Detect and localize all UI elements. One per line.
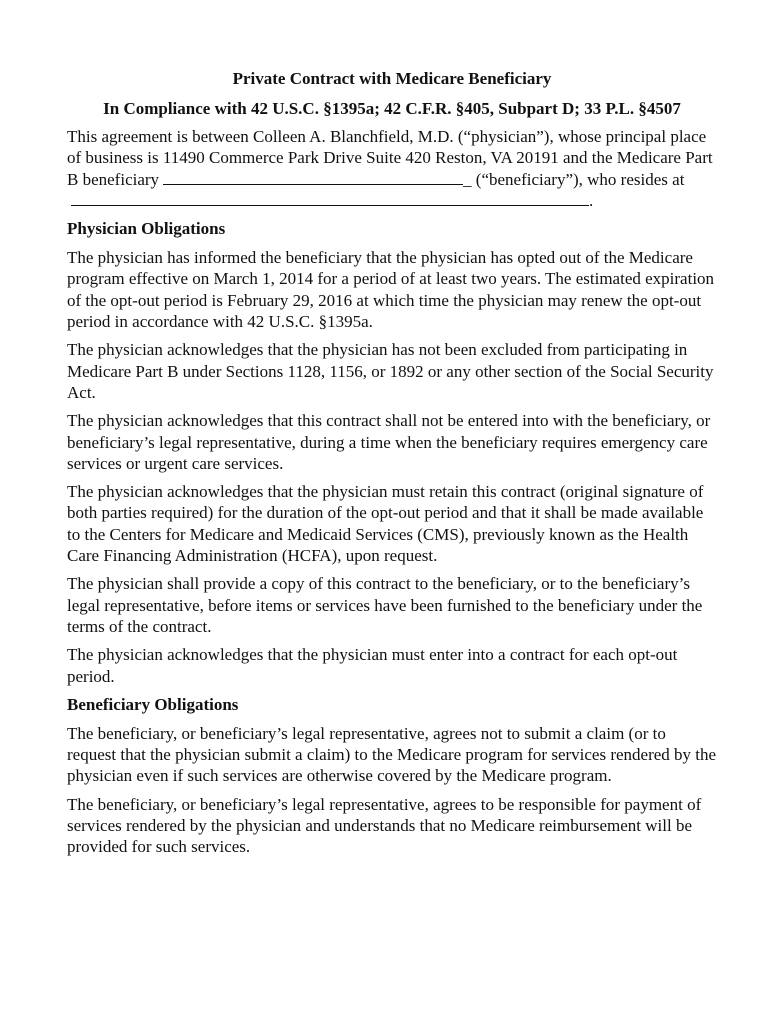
document-body <box>67 68 717 858</box>
intro-paragraph <box>67 126 717 211</box>
physician-paragraph-opt-out: The physician has informed the beneficiary that the physician has opted out of the Medicare program effective on March 1, 2014 for a period of at least two years. The estimated expiration of the opt-out period is February 29, 2016 at which time the physician may renew the opt-out period in accordance with 42 U.S.C. §1395a. <box>67 248 715 332</box>
intro-text-part1: This agreement is between Colleen A. Blanchfield, M.D. (“physician”), whose principal place of business is 11490 Commerce Park Drive Suite 420 Reston, VA 20191 and the Medicare Part B beneficiary <box>67 127 713 189</box>
beneficiary-paragraph-payment: The beneficiary, or beneficiary’s legal representative, agrees to be responsible for payment of services rendered by the physician and understands that no Medicare reimbursement will be provided for such services. <box>67 794 702 857</box>
physician-paragraph-retain-contract: The physician acknowledges that the physician must retain this contract (original signature of both parties required) for the duration of the opt-out period and that it shall be made available to the Centers for Medicare and Medicaid Services (CMS), previously known as the Health Care Financing Administration (HCFA), upon request. <box>67 482 704 566</box>
document-subtitle: In Compliance with 42 U.S.C. §1395a; 42 C.F.R. §405, Subpart D; 33 P.L. §4507 <box>103 99 681 118</box>
beneficiary-name-blank[interactable] <box>163 169 463 185</box>
beneficiary-obligations-heading: Beneficiary Obligations <box>67 694 239 714</box>
document-title: Private Contract with Medicare Beneficiary <box>232 69 552 88</box>
physician-obligations-heading: Physician Obligations <box>67 219 226 239</box>
beneficiary-paragraph-no-claim: The beneficiary, or beneficiary’s legal representative, agrees not to submit a claim (or to request that the physician submit a claim) to the Medicare program for services rendered by the physician even if such services are otherwise covered by the Medicare program. <box>67 723 717 786</box>
physician-paragraph-each-period: The physician acknowledges that the physician must enter into a contract for each opt-out period. <box>67 645 678 686</box>
beneficiary-address-blank[interactable] <box>71 190 589 206</box>
physician-paragraph-emergency: The physician acknowledges that this contract shall not be entered into with the beneficiary, or beneficiary’s legal representative, during a time when the beneficiary requires emergency care services or urgent care services. <box>67 411 711 473</box>
intro-text-part2: _ (“beneficiary”), who resides at <box>463 169 685 189</box>
intro-text-part3: . <box>589 190 594 210</box>
physician-paragraph-provide-copy: The physician shall provide a copy of this contract to the beneficiary, or to the beneficiary’s legal representative, before items or services have been furnished to the beneficiary under the terms of the contract. <box>67 574 703 636</box>
physician-paragraph-not-excluded: The physician acknowledges that the physician has not been excluded from participating in Medicare Part B under Sections 1128, 1156, or 1892 or any other section of the Social Security Act. <box>67 340 714 402</box>
